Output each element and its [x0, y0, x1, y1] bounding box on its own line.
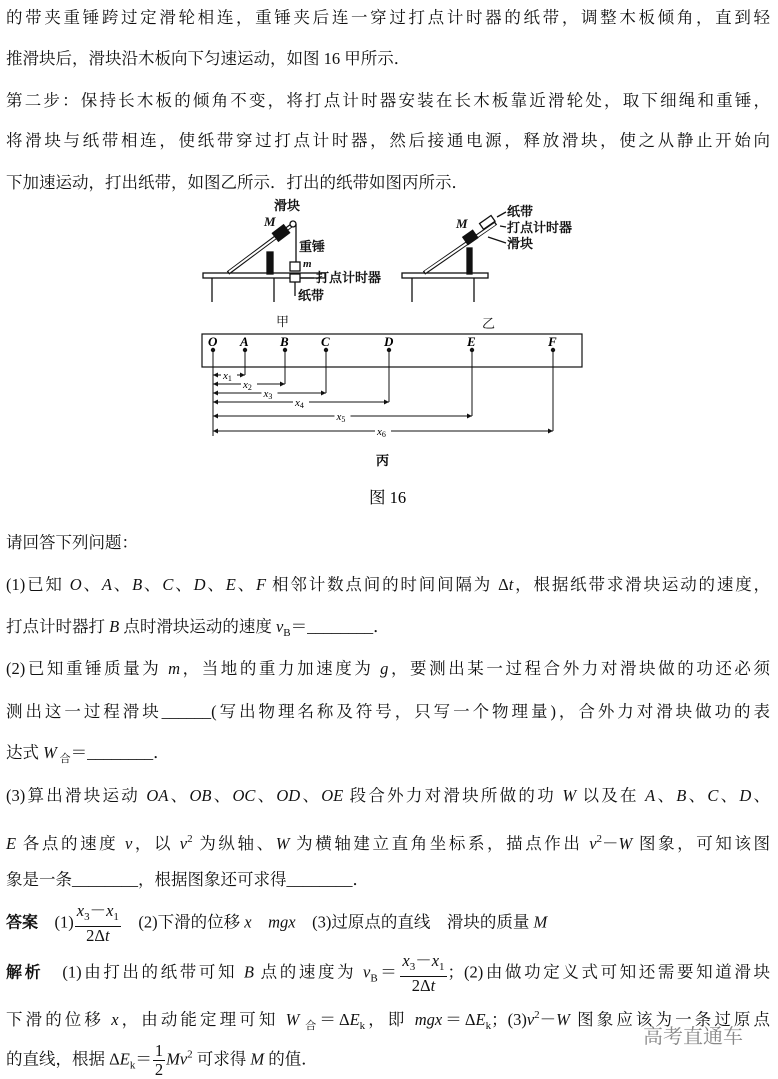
fraction: [400, 952, 446, 995]
text-run: 下滑的位移: [6, 1010, 112, 1029]
text-run: 1: [154, 1041, 164, 1060]
section-label: 答案: [6, 912, 39, 932]
text-line: [6, 827, 770, 851]
text-run: 、: [255, 786, 277, 805]
text-run: ，根据纸带求滑块运动的速度，: [513, 575, 771, 594]
text-run: ＝________．: [70, 743, 170, 762]
text-run: 点的速度为: [253, 962, 363, 982]
figure-caption: 图 16: [369, 488, 407, 507]
point-label: O: [208, 334, 218, 349]
text-run: v: [362, 962, 371, 982]
diagram-yi: [402, 212, 506, 302]
text-run: 可求得: [192, 1049, 251, 1069]
denominator: [86, 927, 109, 945]
text-run: 图象应该为一条过原点: [569, 1010, 771, 1029]
text-run: 2: [154, 1060, 164, 1079]
text-run: E: [119, 1049, 130, 1069]
text-run: x: [111, 1010, 119, 1029]
text-run: E: [6, 834, 17, 853]
fraction: [75, 902, 121, 945]
text-run: ；(2)由做功定义式可知还需要知道滑块: [447, 962, 770, 982]
text-run: v: [526, 1010, 535, 1029]
text-run: OE: [321, 786, 344, 805]
text-run: W: [43, 743, 57, 762]
text-run: 各点的速度: [16, 834, 125, 853]
label-bing: 丙: [376, 453, 390, 468]
text-run: E: [475, 1010, 486, 1029]
text-run: W: [556, 1010, 570, 1029]
text-run: 的值．: [264, 1049, 318, 1069]
text-run: k: [485, 1020, 492, 1032]
point-label: F: [548, 334, 557, 349]
text-run: 打点计时器打: [6, 617, 110, 636]
text-run: 请回答下列问题：: [6, 533, 138, 552]
dimension-label: x3: [263, 388, 273, 401]
text-run: v: [275, 617, 284, 636]
dimension-label: x4: [295, 397, 304, 410]
text-run: v: [124, 834, 133, 853]
fraction: [153, 1042, 165, 1079]
label-tape-jia: 纸带: [298, 288, 325, 303]
text-run: 、: [142, 575, 163, 594]
text-run: mgx: [268, 912, 296, 932]
denominator: [155, 1061, 163, 1079]
text-run: 、: [111, 575, 133, 594]
text-run: M: [250, 1049, 265, 1069]
text-run: OA: [146, 786, 169, 805]
text-run: 以及在: [576, 786, 646, 805]
text-run: 1: [439, 961, 445, 973]
text-run: －: [415, 951, 432, 970]
text-run: 2: [534, 1009, 540, 1021]
text-run: M: [533, 912, 548, 932]
text-run: v: [589, 834, 597, 853]
diagram-bing: [202, 334, 582, 468]
text-run: t: [430, 976, 436, 995]
arrow-left-icon: [213, 373, 218, 378]
text-run: －: [539, 1010, 557, 1029]
numerator: [153, 1042, 165, 1061]
text-run: Mv: [166, 1049, 188, 1069]
text-run: 推滑块后，滑块沿木板向下匀速运动，如图 16 甲所示．: [6, 49, 411, 68]
arrow-left-icon: [213, 382, 218, 387]
dimension-label: x2: [243, 379, 252, 392]
text-run: W: [618, 834, 633, 853]
text-run: ＝Δ: [319, 1010, 350, 1029]
point-label: B: [280, 334, 289, 349]
text-run: 、: [168, 786, 190, 805]
text-run: 测出这一过程滑块______(写出物理名称及符号，只写一个物理量)，合外力对滑块做功的表: [6, 702, 770, 721]
label-tape-yi: 纸带: [507, 204, 534, 219]
text-run: g: [380, 659, 389, 678]
label-timer-jia: 打点计时器: [316, 270, 382, 285]
text-run: 象是一条________，根据图象还可求得________．: [6, 870, 369, 889]
text-run: 段合外力对滑块所做的功: [343, 786, 563, 805]
text-run: 2Δ: [86, 926, 105, 945]
arrow-right-icon: [240, 373, 245, 378]
text-run: B: [132, 575, 143, 594]
text-run: 相邻计数点间的时间间隔为 Δ: [266, 575, 509, 594]
text-run: 的直线，根据 Δ: [6, 1049, 120, 1069]
label-m: m: [303, 258, 312, 270]
watermark: 高考直通车: [643, 1024, 743, 1048]
text-run: (3)算出滑块运动: [6, 786, 147, 805]
arrow-right-icon: [548, 429, 553, 434]
text-run: 图象，可知该图: [632, 834, 771, 853]
text-line: [6, 573, 770, 597]
text-run: 合: [56, 753, 71, 765]
text-run: 将滑块与纸带相连，使纸带穿过打点计时器，然后接通电源，释放滑块，使之从静止开始向: [6, 131, 770, 150]
text-run: (1)已知: [6, 575, 70, 594]
text-run: ，当地的重力加速度为: [180, 659, 381, 678]
text-run: [252, 912, 269, 931]
text-run: m: [168, 659, 181, 678]
text-run: k: [359, 1020, 366, 1032]
text-run: (2)已知重锤质量为: [6, 659, 169, 678]
text-run: 、: [211, 786, 233, 805]
text-run: B: [676, 786, 687, 805]
text-run: 的带夹重锤跨过定滑轮相连，重锤夹后连一穿过打点计时器的纸带，调整木板倾角，直到轻: [6, 8, 770, 27]
text-run: 、: [300, 786, 322, 805]
label-weight: 重锤: [299, 239, 326, 254]
label-slider-yi: 滑块: [507, 236, 534, 251]
text-line: [6, 700, 770, 724]
text-run: B: [283, 627, 291, 639]
text-run: 、: [235, 575, 256, 594]
text-run: ；(3): [491, 1010, 527, 1029]
arrow-right-icon: [280, 382, 285, 387]
text-run: x: [431, 951, 440, 970]
text-run: 点时滑块运动的速度: [119, 617, 276, 636]
label-yi: 乙: [482, 316, 496, 331]
point-label: E: [467, 334, 476, 349]
text-run: OD: [276, 786, 301, 805]
text-run: ，以: [132, 834, 180, 853]
text-run: F: [256, 575, 267, 594]
dimension-label: x6: [377, 426, 386, 439]
text-line: [6, 657, 770, 681]
arrow-right-icon: [384, 400, 389, 405]
point-label: A: [240, 334, 249, 349]
text-run: 合: [299, 1020, 320, 1032]
text-run: C: [162, 575, 174, 594]
text-run: 2Δ: [411, 976, 431, 995]
text-run: －: [89, 901, 107, 920]
label-jia: 甲: [276, 314, 290, 329]
text-run: 、: [81, 575, 102, 594]
text-run: (1)由打出的纸带可知: [43, 962, 244, 982]
section-label: 解析: [6, 962, 44, 982]
text-run: W: [285, 1010, 300, 1029]
text-run: D: [739, 786, 752, 805]
text-run: W: [275, 834, 290, 853]
text-run: ＝: [135, 1049, 152, 1069]
text-run: x: [76, 901, 85, 920]
text-run: 2: [596, 833, 603, 845]
text-run: (3)过原点的直线 滑块的质量: [295, 912, 534, 932]
text-run: B: [243, 962, 254, 982]
text-run: E: [349, 1010, 360, 1029]
text-line: [6, 531, 770, 555]
text-run: －: [602, 834, 619, 853]
text-run: C: [707, 786, 719, 805]
text-run: A: [645, 786, 656, 805]
text-line: [6, 784, 770, 808]
text-run: 第二步：保持长木板的倾角不变，将打点计时器安装在长木板靠近滑轮处，取下细绳和重锤，: [6, 91, 770, 110]
text-run: 、: [205, 575, 226, 594]
text-run: 达式: [6, 743, 44, 762]
text-run: 3: [84, 911, 90, 923]
text-run: (2)下滑的位移: [121, 912, 245, 932]
text-run: OB: [189, 786, 212, 805]
text-run: 3: [409, 961, 416, 973]
text-line: [6, 741, 770, 771]
numerator: [75, 902, 121, 927]
text-run: 、: [751, 786, 771, 805]
text-run: x: [402, 951, 410, 970]
text-run: x: [244, 912, 252, 932]
text-run: B: [109, 617, 120, 636]
text-run: t: [104, 926, 110, 945]
text-run: t: [508, 575, 514, 594]
text-run: 2: [187, 833, 193, 845]
denominator: [412, 977, 435, 995]
text-run: 、: [686, 786, 708, 805]
dimension-label: x1: [223, 370, 232, 383]
text-run: W: [562, 786, 577, 805]
arrow-left-icon: [213, 414, 218, 419]
text-line: [6, 868, 770, 892]
arrow-right-icon: [467, 414, 472, 419]
arrow-left-icon: [213, 391, 218, 396]
text-run: OC: [232, 786, 256, 805]
label-M-jia: M: [264, 214, 276, 229]
text-run: 1: [113, 911, 119, 923]
text-run: v: [179, 834, 188, 853]
label-M-yi: M: [456, 216, 468, 231]
text-run: k: [129, 1059, 136, 1072]
label-slider-jia: 滑块: [274, 198, 301, 213]
point-label: C: [321, 334, 330, 349]
text-run: ，要测出某一过程合外力对滑块做的功还必须: [388, 659, 771, 678]
point-label: D: [384, 334, 394, 349]
text-run: 、: [655, 786, 677, 805]
text-run: A: [101, 575, 112, 594]
text-run: 为纵轴、: [192, 834, 276, 853]
text-run: ，由动能定理可知: [118, 1010, 286, 1029]
text-line: [6, 615, 770, 645]
numerator: [400, 952, 446, 977]
text-run: 为横轴建立直角坐标系，描点作出: [289, 834, 590, 853]
figure-16: [0, 0, 778, 520]
text-run: mgx: [414, 1010, 443, 1029]
text-run: B: [370, 972, 378, 985]
text-run: 2: [187, 1048, 193, 1061]
text-run: 、: [173, 575, 194, 594]
text-run: 、: [718, 786, 740, 805]
arrow-left-icon: [213, 429, 218, 434]
text-run: ，即: [365, 1010, 415, 1029]
text-line: [6, 902, 770, 945]
text-run: x: [106, 901, 114, 920]
text-run: ＝: [377, 962, 400, 982]
label-timer-yi: 打点计时器: [507, 220, 573, 235]
text-run: E: [225, 575, 236, 594]
text-run: ＝________．: [290, 617, 390, 636]
dimension-label: x5: [336, 411, 346, 424]
text-run: D: [193, 575, 206, 594]
text-run: 下加速运动，打出纸带，如图乙所示．打出的纸带如图丙所示．: [6, 173, 468, 192]
arrow-left-icon: [213, 400, 218, 405]
text-run: (1): [38, 912, 74, 932]
arrow-right-icon: [321, 391, 326, 396]
text-run: ＝Δ: [442, 1010, 476, 1029]
text-run: O: [69, 575, 82, 594]
